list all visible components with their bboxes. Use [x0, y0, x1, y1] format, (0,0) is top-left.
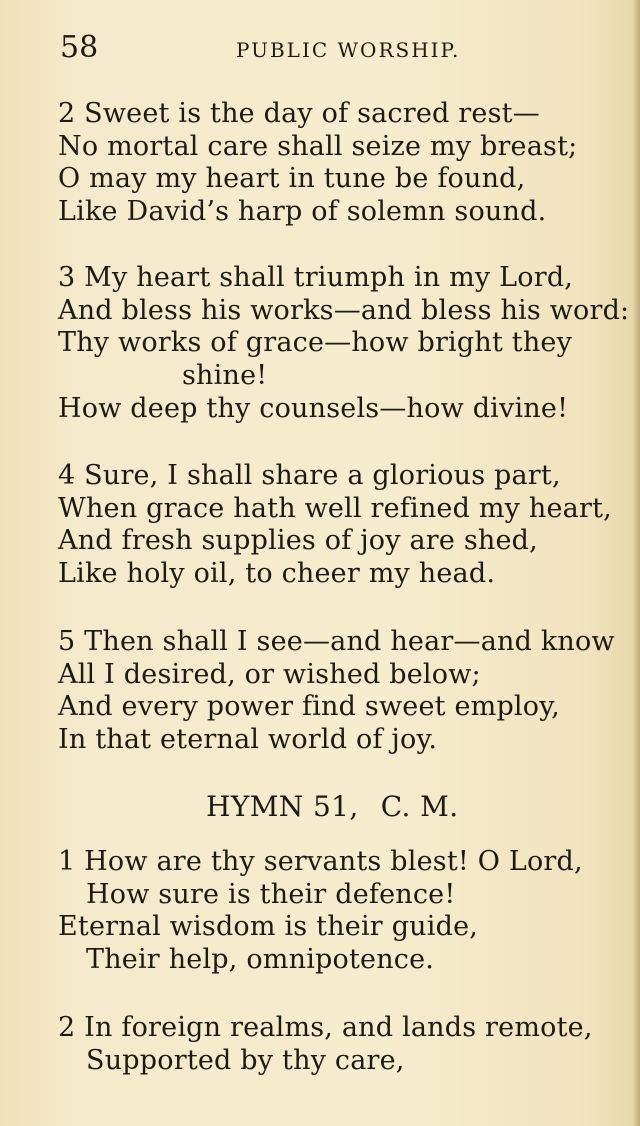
stanza-line: 4 Sure, I shall share a glorious part, — [58, 460, 561, 491]
hymn-number: HYMN 51, — [206, 790, 359, 823]
stanza-line: Their help, omnipotence. — [86, 944, 435, 976]
stanza-line: Like holy oil, to cheer my head. — [58, 558, 496, 590]
stanza-line: All I desired, or wished below; — [58, 658, 481, 690]
page-header — [60, 30, 620, 66]
stanza-4 — [58, 460, 630, 591]
stanza-line: And bless his works—and bless his word: — [58, 294, 630, 326]
stanza-3 — [58, 262, 630, 426]
stanza-5 — [58, 626, 630, 757]
hymn-heading — [206, 790, 459, 824]
stanza-line: When grace hath well refined my heart, — [58, 492, 612, 524]
page-edge-shadow — [632, 0, 640, 1126]
stanza-line: 2 In foreign realms, and lands remote, — [58, 1012, 593, 1043]
stanza-line: How deep thy counsels—how divine! — [58, 392, 569, 424]
stanza-line: No mortal care shall seize my breast; — [58, 130, 578, 162]
stanza-line: Eternal wisdom is their guide, — [58, 911, 479, 943]
stanza-line: 5 Then shall I see—and hear—and know — [58, 626, 615, 657]
stanza-line: And every power find sweet employ, — [58, 691, 560, 723]
stanza-line: Like David’s harp of solemn sound. — [58, 196, 547, 228]
hymn-stanza-1 — [58, 846, 630, 977]
running-title: PUBLIC WORSHIP. — [236, 38, 461, 62]
stanza-line: How sure is their defence! — [86, 878, 456, 910]
stanza-line: And fresh supplies of joy are shed, — [58, 525, 538, 557]
stanza-line: Supported by thy care, — [86, 1044, 405, 1076]
hymn-stanza-2 — [58, 1012, 630, 1077]
stanza-line: O may my heart in tune be found, — [58, 163, 526, 195]
stanza-line: In that eternal world of joy. — [58, 724, 438, 756]
page-number: 58 — [60, 30, 99, 65]
stanza-line: shine! — [182, 360, 268, 392]
stanza-line: 2 Sweet is the day of sacred rest— — [58, 98, 540, 129]
stanza-line: 3 My heart shall triumph in my Lord, — [58, 262, 574, 293]
stanza-line: Thy works of grace—how bright they — [58, 327, 573, 359]
hymn-meter: C. M. — [380, 790, 459, 823]
stanza-line: 1 How are thy servants blest! O Lord, — [58, 846, 583, 877]
stanza-2 — [58, 98, 630, 229]
